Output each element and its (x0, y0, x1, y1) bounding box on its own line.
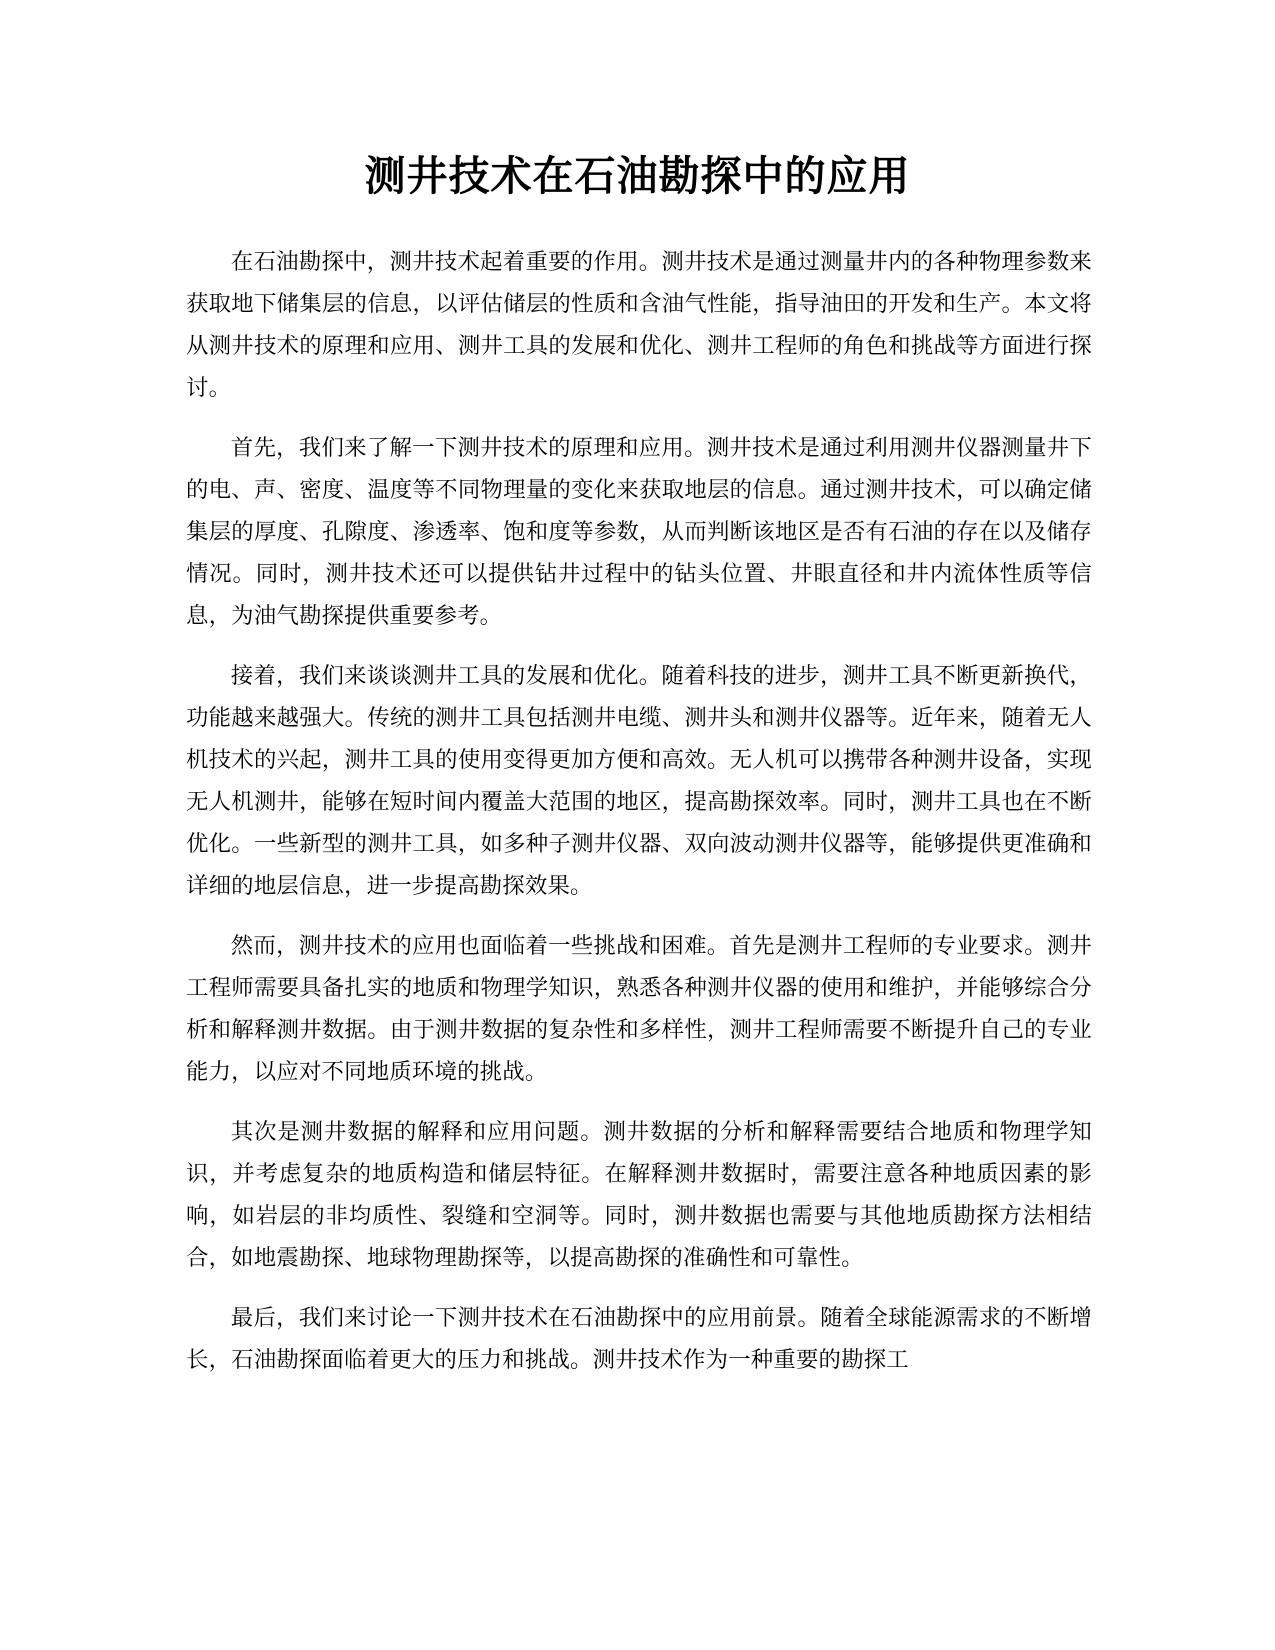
paragraph-principles: 首先，我们来了解一下测井技术的原理和应用。测井技术是通过利用测井仪器测量井下的电、声、密度、温度等不同物理量的变化来获取地层的信息。通过测井技术，可以确定储集层的厚度、孔隙度、渗透率、饱和度等参数，从而判断该地区是否有石油的存在以及储存情况。同时，测井技术还可以提供钻井过程中的钻头位置、井眼直径和井内流体性质等信息，为油气勘探提供重要参考。 (186, 435, 1092, 629)
document-title: 测井技术在石油勘探中的应用 (364, 152, 911, 200)
paragraph-challenges: 然而，测井技术的应用也面临着一些挑战和困难。首先是测井工程师的专业要求。测井工程师需要具备扎实的地质和物理学知识，熟悉各种测井仪器的使用和维护，并能够综合分析和解释测井数据。由于测井数据的复杂性和多样性，测井工程师需要不断提升自己的专业能力，以应对不同地质环境的挑战。 (186, 933, 1092, 1085)
paragraph-data-interpretation: 其次是测井数据的解释和应用问题。测井数据的分析和解释需要结合地质和物理学知识，并考虑复杂的地质构造和储层特征。在解释测井数据时，需要注意各种地质因素的影响，如岩层的非均质性、裂缝和空洞等。同时，测井数据也需要与其他地质勘探方法相结合，如地震勘探、地球物理勘探等，以提高勘探的准确性和可靠性。 (186, 1119, 1092, 1271)
paragraph-tools: 接着，我们来谈谈测井工具的发展和优化。随着科技的进步，测井工具不断更新换代，功能越来越强大。传统的测井工具包括测井电缆、测井头和测井仪器等。近年来，随着无人机技术的兴起，测井工具的使用变得更加方便和高效。无人机可以携带各种测井设备，实现无人机测井，能够在短时间内覆盖大范围的地区，提高勘探效率。同时，测井工具也在不断优化。一些新型的测井工具，如多种子测井仪器、双向波动测井仪器等，能够提供更准确和详细的地层信息，进一步提高勘探效果。 (186, 663, 1092, 899)
paragraph-prospects: 最后，我们来讨论一下测井技术在石油勘探中的应用前景。随着全球能源需求的不断增长，石油勘探面临着更大的压力和挑战。测井技术作为一种重要的勘探工 (186, 1305, 1092, 1373)
document-body (186, 241, 1092, 1399)
paragraph-intro: 在石油勘探中，测井技术起着重要的作用。测井技术是通过测量井内的各种物理参数来获取地下储集层的信息，以评估储层的性质和含油气性能，指导油田的开发和生产。本文将从测井技术的原理和应用、测井工具的发展和优化、测井工程师的角色和挑战等方面进行探讨。 (186, 249, 1092, 401)
